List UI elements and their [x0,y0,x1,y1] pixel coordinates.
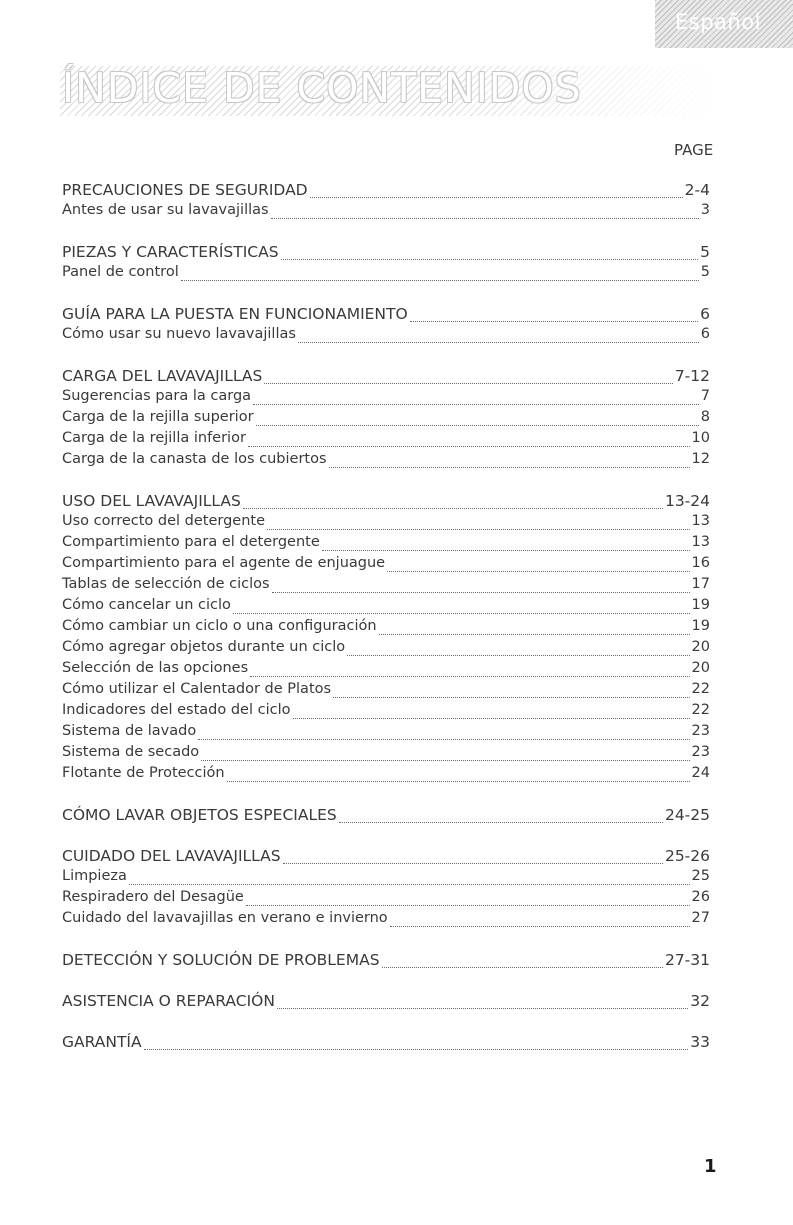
toc-entry-title: GARANTÍA [62,1033,142,1051]
toc-entry-row [62,534,710,555]
toc-entry-page: 23 [691,723,710,739]
toc-entry-page: 16 [691,555,710,571]
toc-section-row [62,181,710,202]
toc-entry-page: 27-31 [664,951,710,969]
toc-entry-page: 22 [691,702,710,718]
dot-leader [387,571,689,572]
toc-entry-row [62,451,710,472]
toc-entry-title: Carga de la rejilla superior [62,409,254,425]
dot-leader [129,884,690,885]
dot-leader [277,1008,688,1009]
dot-leader [144,1049,689,1050]
dot-leader [253,404,699,405]
toc-entry-page: 23 [691,744,710,760]
toc-entry-title: Compartimiento para el agente de enjuague [62,555,386,571]
toc-entry-row [62,868,710,889]
toc-entry-row [62,597,710,618]
toc-entry-row [62,681,710,702]
toc-entry-row [62,388,710,409]
toc-entry-page: 24-25 [664,806,710,824]
toc-entry-title: PRECAUCIONES DE SEGURIDAD [62,181,308,199]
toc-entry-row [62,430,710,451]
group-spacer [62,285,710,305]
toc-entry-page: 10 [691,430,710,446]
dot-leader [271,218,699,219]
toc-entry-row [62,555,710,576]
toc-entry-page: 3 [700,202,710,218]
toc-entry-row [62,576,710,597]
toc-entry-title: Selección de las opciones [62,660,249,676]
dot-leader [272,592,690,593]
toc-entry-title: Carga de la rejilla inferior [62,430,246,446]
toc-entry-row [62,326,710,347]
dot-leader [227,781,690,782]
toc-entry-title: Uso correcto del detergente [62,513,266,529]
page-title: ÍNDICE DE CONTENIDOS [62,64,582,112]
toc-entry-title: ASISTENCIA O REPARACIÓN [62,992,275,1010]
toc-entry-page: 26 [691,889,710,905]
toc-entry-title: Panel de control [62,264,179,280]
group-spacer [62,827,710,847]
toc-section-row [62,992,710,1013]
toc-entry-row [62,765,710,786]
dot-leader [248,446,690,447]
language-tab-label: Español [675,10,761,34]
toc-entry-title: Carga de la canasta de los cubiertos [62,451,327,467]
toc-entry-title: PIEZAS Y CARACTERÍSTICAS [62,243,279,261]
group-spacer [62,931,710,951]
toc-entry-title: Respiradero del Desagüe [62,889,244,905]
toc-entry-title: CUIDADO DEL LAVAVAJILLAS [62,847,281,865]
dot-leader [390,926,690,927]
dot-leader [264,383,673,384]
toc-entry-title: Cómo usar su nuevo lavavajillas [62,326,296,342]
toc-entry-page: 13 [691,534,710,550]
toc-entry-title: Cómo agregar objetos durante un ciclo [62,639,346,655]
group-spacer [62,347,710,367]
toc-entry-title: Sistema de secado [62,744,200,760]
toc-entry-row [62,513,710,534]
dot-leader [283,863,663,864]
group-spacer [62,1013,710,1033]
toc-section-row [62,951,710,972]
toc-entry-title: Flotante de Protección [62,765,225,781]
dot-leader [201,760,689,761]
toc-entry-page: 6 [700,326,710,342]
toc-section-row [62,847,710,868]
toc-entry-row [62,639,710,660]
toc-entry-row [62,910,710,931]
toc-entry-page: 7-12 [674,367,710,385]
dot-leader [198,739,689,740]
dot-leader [333,697,689,698]
toc-entry-title: Tablas de selección de ciclos [62,576,270,592]
page-column-label: PAGE [674,141,714,159]
toc-section-row [62,305,710,326]
toc-entry-title: CARGA DEL LAVAVAJILLAS [62,367,263,385]
dot-leader [281,259,699,260]
toc-entry-page: 6 [700,305,710,323]
toc-entry-title: Cómo utilizar el Calentador de Platos [62,681,332,697]
toc-entry-row [62,409,710,430]
toc-entry-title: Sistema de lavado [62,723,197,739]
toc-section-row [62,1033,710,1054]
toc-section-row [62,492,710,513]
dot-leader [233,613,690,614]
toc-entry-title: Limpieza [62,868,127,884]
group-spacer [62,223,710,243]
table-of-contents [62,181,710,1054]
dot-leader [339,822,663,823]
toc-entry-page: 22 [691,681,710,697]
toc-entry-row [62,202,710,223]
toc-entry-page: 20 [691,660,710,676]
toc-entry-row [62,889,710,910]
dot-leader [250,676,689,677]
toc-entry-page: 2-4 [684,181,710,199]
toc-entry-title: Cómo cambiar un ciclo o una configuración [62,618,377,634]
toc-entry-page: 24 [691,765,710,781]
dot-leader [329,467,690,468]
toc-entry-page: 5 [700,264,710,280]
dot-leader [382,967,663,968]
dot-leader [293,718,690,719]
toc-entry-page: 19 [691,597,710,613]
page-number: 1 [704,1156,717,1177]
dot-leader [322,550,690,551]
toc-entry-title: Cuidado del lavavajillas en verano e invierno [62,910,388,926]
toc-entry-page: 13-24 [664,492,710,510]
toc-entry-title: Compartimiento para el detergente [62,534,320,550]
toc-entry-title: Sugerencias para la carga [62,388,252,404]
dot-leader [246,905,690,906]
language-tab [655,0,793,48]
dot-leader [181,280,699,281]
group-spacer [62,786,710,806]
toc-entry-page: 8 [700,409,710,425]
toc-entry-page: 20 [691,639,710,655]
toc-entry-row [62,702,710,723]
toc-entry-page: 25 [691,868,710,884]
toc-entry-page: 27 [691,910,710,926]
toc-entry-page: 5 [700,243,710,261]
dot-leader [267,529,690,530]
dot-leader [410,321,698,322]
toc-section-row [62,243,710,264]
toc-entry-row [62,264,710,285]
dot-leader [310,197,683,198]
toc-entry-title: GUÍA PARA LA PUESTA EN FUNCIONAMIENTO [62,305,408,323]
toc-entry-page: 13 [691,513,710,529]
dot-leader [379,634,690,635]
toc-entry-title: Indicadores del estado del ciclo [62,702,291,718]
group-spacer [62,972,710,992]
toc-entry-row [62,744,710,765]
toc-entry-title: DETECCIÓN Y SOLUCIÓN DE PROBLEMAS [62,951,380,969]
toc-section-row [62,367,710,388]
toc-entry-row [62,723,710,744]
toc-entry-row [62,618,710,639]
toc-entry-page: 17 [691,576,710,592]
toc-entry-row [62,660,710,681]
toc-entry-title: CÓMO LAVAR OBJETOS ESPECIALES [62,806,337,824]
dot-leader [298,342,699,343]
toc-entry-page: 7 [700,388,710,404]
toc-entry-page: 19 [691,618,710,634]
toc-entry-title: Antes de usar su lavavajillas [62,202,269,218]
toc-entry-page: 33 [690,1033,710,1051]
toc-section-row [62,806,710,827]
toc-entry-title: USO DEL LAVAVAJILLAS [62,492,241,510]
group-spacer [62,472,710,492]
toc-entry-title: Cómo cancelar un ciclo [62,597,231,613]
toc-entry-page: 25-26 [664,847,710,865]
dot-leader [243,508,663,509]
dot-leader [256,425,699,426]
toc-entry-page: 32 [690,992,710,1010]
dot-leader [347,655,689,656]
toc-entry-page: 12 [691,451,710,467]
